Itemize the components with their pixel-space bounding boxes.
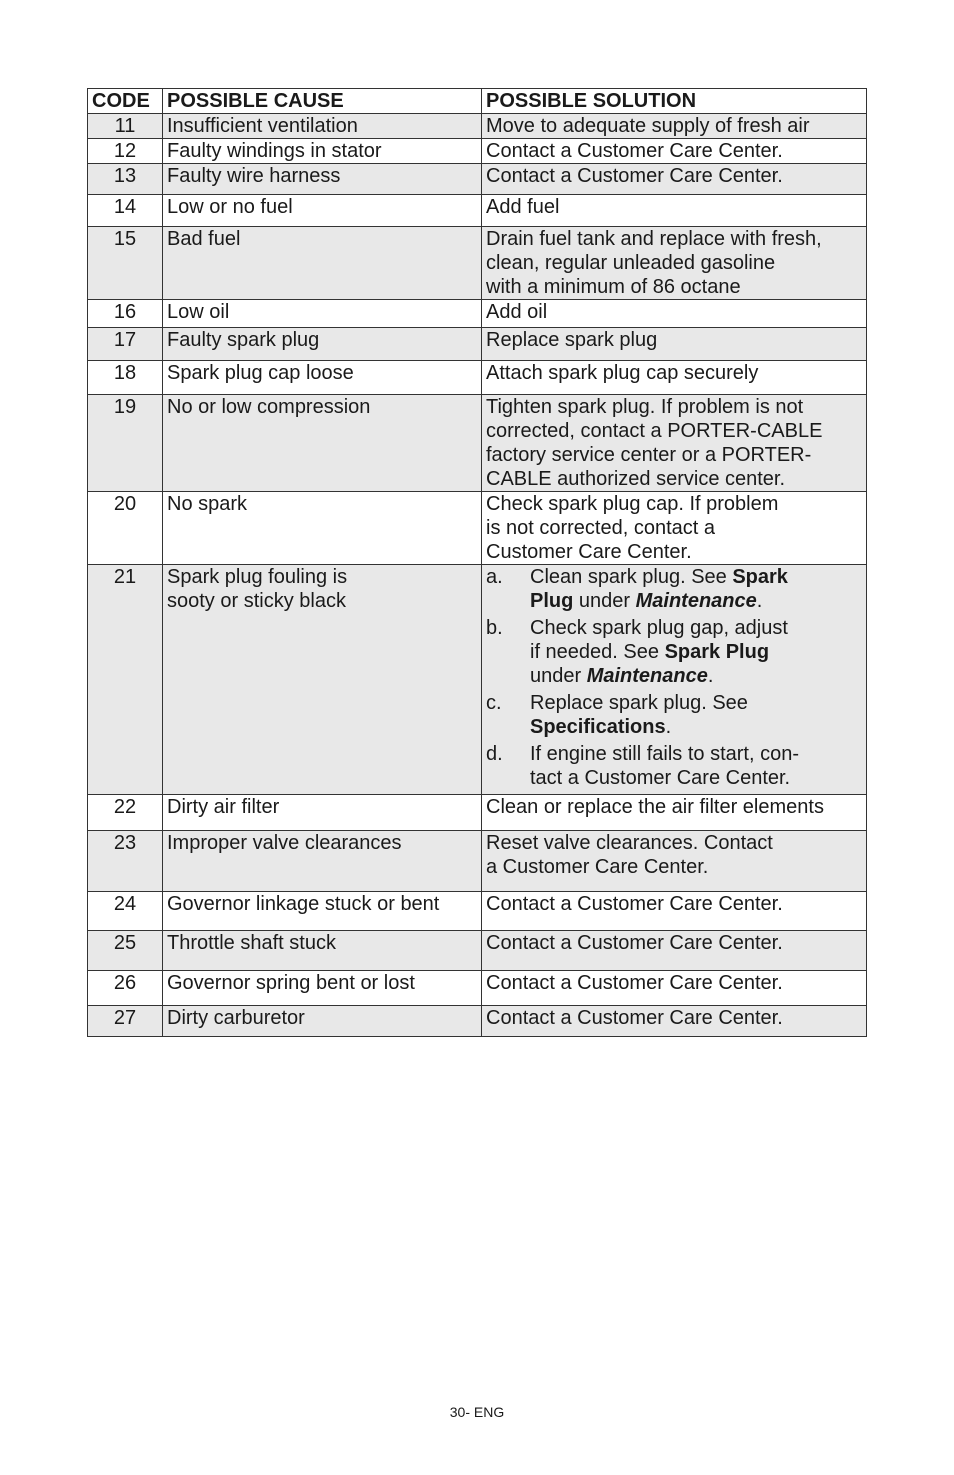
cause-cell — [163, 300, 482, 328]
cause-line: Governor linkage stuck or bent — [167, 893, 440, 915]
solution-line: Attach spark plug cap securely — [486, 362, 759, 384]
cause-line: Throttle shaft stuck — [167, 932, 336, 954]
cause-cell — [163, 795, 482, 831]
solution-line: a Customer Care Center. — [486, 856, 709, 878]
solution-cell — [482, 492, 867, 565]
solution-cell — [482, 395, 867, 492]
cause-cell — [163, 227, 482, 300]
code-cell: 17 — [88, 328, 163, 361]
code-cell: 18 — [88, 361, 163, 395]
header-cause: POSSIBLE CAUSE — [163, 89, 482, 114]
solution-step — [486, 565, 862, 613]
solution-line: Add oil — [486, 301, 548, 323]
solution-line: Clean or replace the air filter elements — [486, 796, 824, 818]
header-code: CODE — [88, 89, 163, 114]
solution-cell — [482, 565, 867, 795]
step-text — [530, 742, 862, 790]
solution-line: factory service center or a PORTER- — [486, 444, 812, 466]
cause-line: Faulty wire harness — [167, 165, 341, 187]
step-text-part: tact a Customer Care Center. — [530, 767, 791, 789]
solution-line: Check spark plug cap. If problem — [486, 493, 779, 515]
solution-step — [486, 742, 862, 790]
cause-cell — [163, 971, 482, 1006]
step-text-part: . — [756, 590, 763, 612]
cause-line: Low oil — [167, 301, 230, 323]
cause-cell — [163, 931, 482, 971]
table-row — [88, 831, 867, 892]
step-text-part: if needed. See — [530, 641, 665, 663]
code-cell: 15 — [88, 227, 163, 300]
solution-line: Contact a Customer Care Center. — [486, 972, 783, 994]
table-row — [88, 361, 867, 395]
cause-cell — [163, 195, 482, 227]
solution-line: Tighten spark plug. If problem is not — [486, 396, 804, 418]
table-row — [88, 395, 867, 492]
cause-cell — [163, 361, 482, 395]
solution-line: Drain fuel tank and replace with fresh, — [486, 228, 822, 250]
step-text — [530, 616, 862, 688]
cause-cell — [163, 831, 482, 892]
step-text-part: Clean spark plug. See — [530, 566, 733, 588]
code-cell: 21 — [88, 565, 163, 795]
table-body — [88, 89, 867, 1037]
step-text-part: Replace spark plug. See — [530, 692, 748, 714]
solution-line: is not corrected, contact a — [486, 517, 716, 539]
solution-cell — [482, 300, 867, 328]
cause-line: Insufficient ventilation — [167, 115, 358, 137]
step-letter: c. — [486, 692, 502, 714]
solution-cell — [482, 892, 867, 931]
cause-cell — [163, 328, 482, 361]
step-letter: b. — [486, 617, 503, 639]
table-row — [88, 328, 867, 361]
table-row — [88, 195, 867, 227]
step-text — [530, 691, 862, 739]
solution-line: Customer Care Center. — [486, 541, 692, 563]
table-row — [88, 565, 867, 795]
solution-cell — [482, 328, 867, 361]
code-cell: 14 — [88, 195, 163, 227]
table-row — [88, 1006, 867, 1037]
cause-line: No or low compression — [167, 396, 371, 418]
table-row — [88, 300, 867, 328]
table-row — [88, 892, 867, 931]
cause-cell — [163, 395, 482, 492]
cause-line: Faulty spark plug — [167, 329, 320, 351]
table-row — [88, 164, 867, 195]
solution-cell — [482, 1006, 867, 1037]
solution-cell — [482, 195, 867, 227]
solution-line: Contact a Customer Care Center. — [486, 165, 783, 187]
page-number: 30- ENG — [449, 1404, 505, 1420]
table-row — [88, 971, 867, 1006]
solution-cell — [482, 831, 867, 892]
emphasis-text: Plug — [530, 590, 574, 612]
table-header-row — [88, 89, 867, 114]
solution-line: clean, regular unleaded gasoline — [486, 252, 776, 274]
code-cell: 16 — [88, 300, 163, 328]
solution-cell — [482, 361, 867, 395]
solution-line: Add fuel — [486, 196, 560, 218]
code-cell: 22 — [88, 795, 163, 831]
code-cell: 12 — [88, 139, 163, 164]
emphasis-text: Maintenance — [635, 590, 757, 612]
cause-cell — [163, 139, 482, 164]
solution-cell — [482, 931, 867, 971]
code-cell: 24 — [88, 892, 163, 931]
header-solution: POSSIBLE SOLUTION — [482, 89, 867, 114]
cause-cell — [163, 892, 482, 931]
step-text-part: . — [665, 716, 672, 738]
cause-cell — [163, 1006, 482, 1037]
code-cell: 19 — [88, 395, 163, 492]
emphasis-text: Specifications — [530, 716, 666, 738]
cause-line: Bad fuel — [167, 228, 241, 250]
cause-line: Low or no fuel — [167, 196, 293, 218]
solution-line: CABLE authorized service center. — [486, 468, 786, 490]
cause-line: Faulty windings in stator — [167, 140, 382, 162]
emphasis-text: Spark Plug — [664, 641, 770, 663]
solution-cell — [482, 971, 867, 1006]
code-cell: 13 — [88, 164, 163, 195]
solution-line: Contact a Customer Care Center. — [486, 932, 783, 954]
code-cell: 20 — [88, 492, 163, 565]
cause-cell — [163, 492, 482, 565]
cause-cell — [163, 164, 482, 195]
solution-line: Contact a Customer Care Center. — [486, 140, 783, 162]
solution-line: Replace spark plug — [486, 329, 658, 351]
emphasis-text: Maintenance — [586, 665, 708, 687]
step-text-part: . — [707, 665, 714, 687]
solution-line: with a minimum of 86 octane — [486, 276, 741, 298]
solution-line: Contact a Customer Care Center. — [486, 893, 783, 915]
cause-line: Governor spring bent or lost — [167, 972, 415, 994]
cause-cell — [163, 114, 482, 139]
cause-line: sooty or sticky black — [167, 590, 346, 612]
solution-line: Reset valve clearances. Contact — [486, 832, 773, 854]
cause-line: Improper valve clearances — [167, 832, 402, 854]
cause-line: Spark plug cap loose — [167, 362, 354, 384]
step-text-part: If engine still fails to start, con- — [530, 743, 800, 765]
table-row — [88, 492, 867, 565]
table-row — [88, 795, 867, 831]
solution-step — [486, 691, 862, 739]
cause-cell — [163, 565, 482, 795]
cause-line: No spark — [167, 493, 248, 515]
solution-line: Move to adequate supply of fresh air — [486, 115, 810, 137]
troubleshooting-table — [87, 88, 867, 1037]
code-cell: 27 — [88, 1006, 163, 1037]
step-text — [530, 565, 862, 613]
solution-line: Contact a Customer Care Center. — [486, 1007, 783, 1029]
code-cell: 25 — [88, 931, 163, 971]
step-text-part: under — [573, 590, 636, 612]
solution-cell — [482, 164, 867, 195]
cause-line: Spark plug fouling is — [167, 566, 348, 588]
emphasis-text: Spark — [732, 566, 788, 588]
code-cell: 11 — [88, 114, 163, 139]
solution-cell — [482, 227, 867, 300]
code-cell: 23 — [88, 831, 163, 892]
step-text-part: under — [530, 665, 587, 687]
cause-line: Dirty carburetor — [167, 1007, 305, 1029]
step-text-part: Check spark plug gap, adjust — [530, 617, 788, 639]
solution-step — [486, 616, 862, 688]
table-row — [88, 931, 867, 971]
cause-line: Dirty air filter — [167, 796, 280, 818]
solution-cell — [482, 795, 867, 831]
step-letter: a. — [486, 566, 503, 588]
table-row — [88, 139, 867, 164]
step-letter: d. — [486, 743, 503, 765]
table-row — [88, 227, 867, 300]
solution-cell — [482, 114, 867, 139]
code-cell: 26 — [88, 971, 163, 1006]
solution-cell — [482, 139, 867, 164]
table-row — [88, 114, 867, 139]
solution-line: corrected, contact a PORTER-CABLE — [486, 420, 823, 442]
